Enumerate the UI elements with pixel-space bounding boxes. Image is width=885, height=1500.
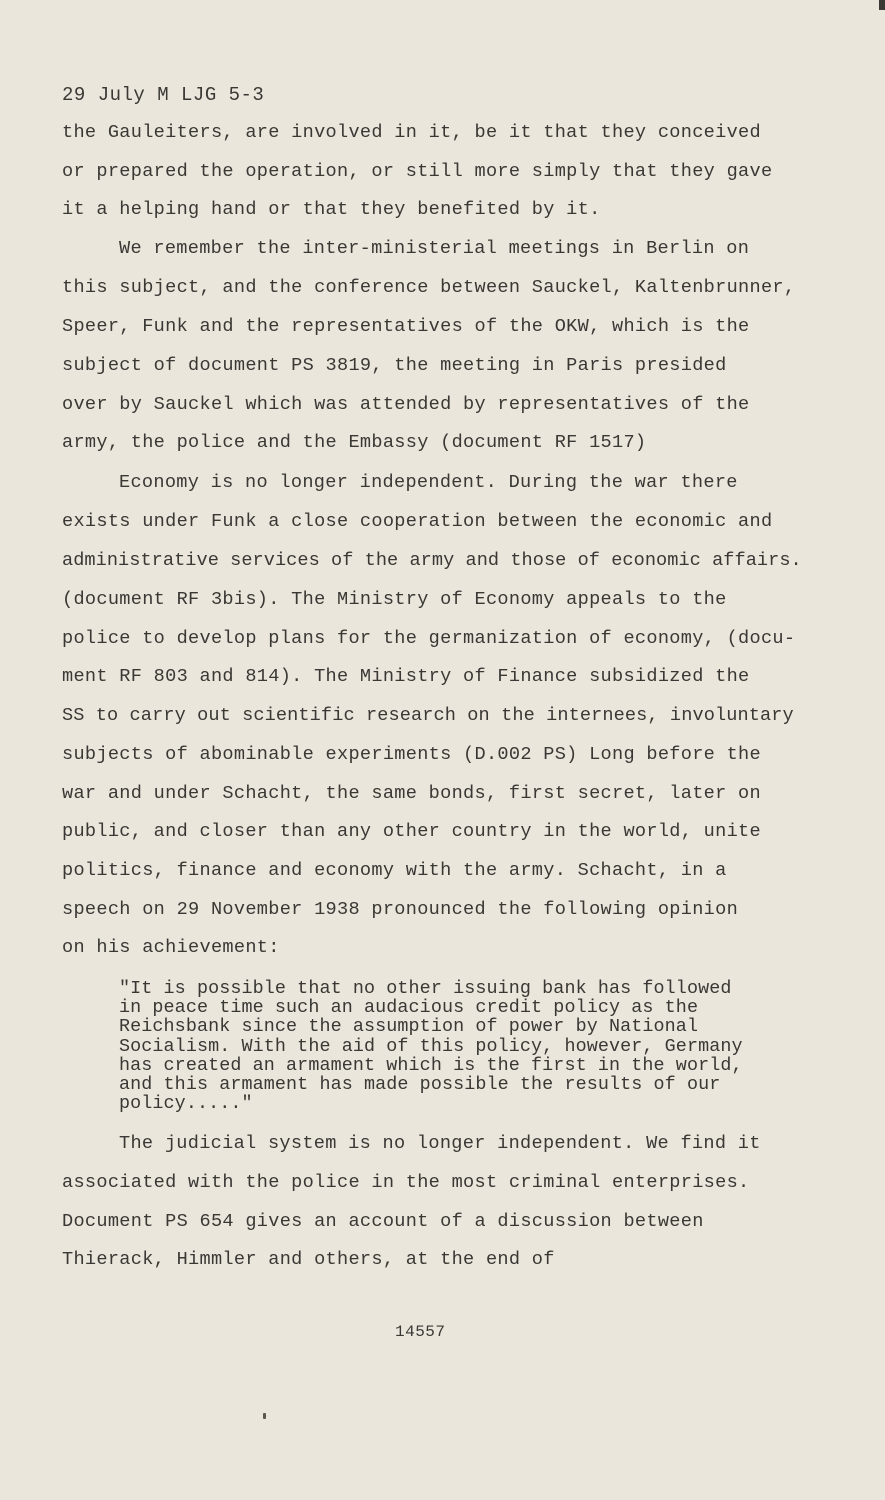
text-line: over by Sauckel which was attended by representatives of the	[62, 394, 750, 415]
text-line: Document PS 654 gives an account of a discussion between	[62, 1211, 704, 1232]
text-line: politics, finance and economy with the army. Schacht, in a	[62, 860, 727, 881]
text-line: ment RF 803 and 814). The Ministry of Finance subsidized the	[62, 666, 750, 687]
page-header: 29 July M LJG 5-3	[62, 84, 265, 106]
text-line: army, the police and the Embassy (document RF 1517)	[62, 432, 647, 453]
text-line: (document RF 3bis). The Ministry of Economy appeals to the	[62, 589, 727, 610]
quote-line: Reichsbank since the assumption of power by National	[119, 1016, 699, 1037]
text-line: Speer, Funk and the representatives of the OKW, which is the	[62, 316, 750, 337]
paper-speck	[263, 1413, 266, 1419]
text-line: subjects of abominable experiments (D.002 PS) Long before the	[62, 744, 761, 765]
quote-line: "It is possible that no other issuing bank has followed	[119, 978, 732, 999]
text-line: Thierack, Himmler and others, at the end of	[62, 1249, 555, 1270]
text-line: on his achievement:	[62, 937, 280, 958]
text-line: public, and closer than any other country in the world, unite	[62, 821, 761, 842]
text-line: exists under Funk a close cooperation between the economic and	[62, 511, 773, 532]
text-line: this subject, and the conference between Sauckel, Kaltenbrunner,	[62, 277, 796, 298]
text-line: administrative services of the army and those of economic affairs.	[62, 550, 802, 571]
text-line: The judicial system is no longer independent. We find it	[119, 1133, 761, 1154]
text-line: subject of document PS 3819, the meeting in Paris presided	[62, 355, 727, 376]
page-edge-mark	[879, 0, 885, 10]
text-line: associated with the police in the most criminal enterprises.	[62, 1172, 750, 1193]
quote-line: Socialism. With the aid of this policy, however, Germany	[119, 1036, 743, 1057]
text-line: it a helping hand or that they benefited by it.	[62, 199, 601, 220]
quote-line: policy....."	[119, 1093, 253, 1114]
text-line: speech on 29 November 1938 pronounced the following opinion	[62, 899, 739, 920]
text-line: or prepared the operation, or still more simply that they gave	[62, 161, 773, 182]
quote-line: has created an armament which is the first in the world,	[119, 1055, 743, 1076]
quote-line: in peace time such an audacious credit policy as the	[119, 997, 699, 1018]
quote-line: and this armament has made possible the results of our	[119, 1074, 721, 1095]
page-number: 14557	[395, 1323, 446, 1341]
text-line: police to develop plans for the germanization of economy, (docu-	[62, 628, 796, 649]
text-line: SS to carry out scientific research on the internees, involuntary	[62, 705, 794, 726]
text-line: We remember the inter-ministerial meetings in Berlin on	[119, 238, 750, 259]
text-line: Economy is no longer independent. During the war there	[119, 472, 738, 493]
text-line: war and under Schacht, the same bonds, first secret, later on	[62, 783, 761, 804]
text-line: the Gauleiters, are involved in it, be it that they conceived	[62, 122, 761, 143]
